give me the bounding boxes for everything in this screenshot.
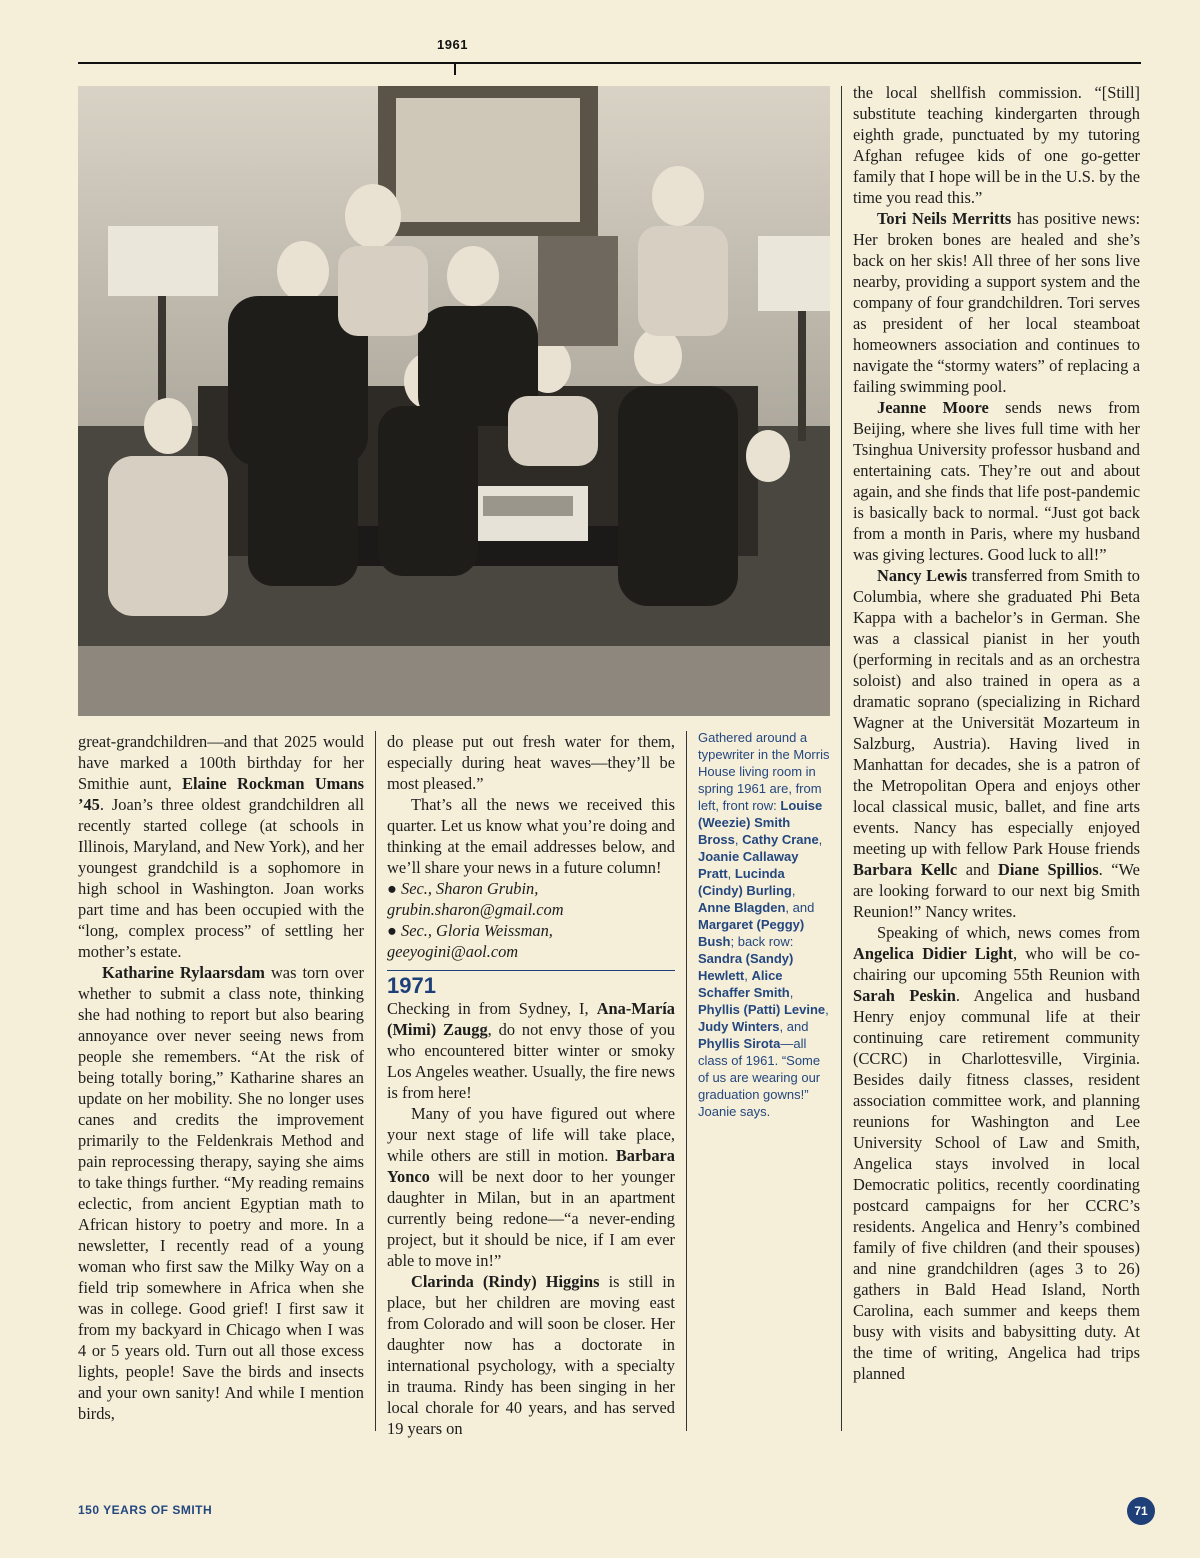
group-photo — [78, 86, 830, 716]
secretary-contact: ● Sec., Gloria Weissman, geeyogini@aol.com — [387, 921, 553, 961]
column-3 — [853, 82, 1140, 1384]
publication-name: 150 YEARS OF SMITH — [78, 1503, 213, 1517]
paragraph: the local shellfish commission. “[Still] substitute teaching kindergarten through eighth grade, punctuated by my tutoring Afghan refugee kids of one go-getter family that I hope will be in the U.S. by the time you read this.” — [853, 83, 1140, 207]
column-divider — [841, 86, 842, 1431]
paragraph: great-grandchildren—and that 2025 would have marked a 100th birthday for her Smithie aunt, Elaine Rockman Umans ’45. Joan’s three oldest grandchildren all recently started college (at schools in Illinois, Maryland, and New York), and her youngest grandchild is a sophomore in high school in Washington. Joan works part time and has been occupied with the “long, complex process” of settling her mother’s estate. — [78, 732, 364, 961]
column-divider — [375, 731, 376, 1431]
paragraph: Speaking of which, news comes from Angelica Didier Light, who will be co-chairing our upcoming 55th Reunion with Sarah Peskin. Angelica and husband Henry enjoy communal life at their continuing care retirement community (CCRC) in Charlottesville, Virginia. Besides daily fitness classes, resident association committee work, and planning reunions for Washington and Lee University School of Law and Smith, Angelica stays involved in local Democratic politics, recently coordinating postcard campaigns for her CCRC’s residents. Angelica and Henry’s combined family of five children (and their spouses) and nine grandchildren (ages 3 to 26) gathers in Bald Head Island, North Carolina, each summer and keeps them busy with visits and babysitting duty. At the time of writing, Angelica had trips planned — [853, 923, 1140, 1383]
paragraph: Katharine Rylaarsdam was torn over whether to submit a class note, thinking she had nothing to report but also bearing annoyance over never seeing news from people she remembers. “At the risk of being totally boring,” Katharine shares an update on her mobility. She no longer uses canes and credits the improvement primarily to the Feldenkrais Method and pain reprocessing therapy, saying she aims to take things further. “My reading remains eclectic, from ancient Egyptian math to African history to poetry and more. In a newsletter, I recently read of a young woman who first saw the Milky Way on a field trip somewhere in Africa when she was in college. Good grief! I first saw it from my backyard in Chicago when I was 4 or 5 years old. Turn out all those excess lights, people! Save the birds and insects and your own sanity! And while I mention birds, — [78, 963, 364, 1423]
column-1 — [78, 731, 364, 1424]
paragraph: That’s all the news we received this quarter. Let us know what you’re doing and thinking at the email addresses below, and we’ll share your news in a future column! — [387, 795, 675, 877]
column-divider — [686, 731, 687, 1431]
timeline-tick — [454, 62, 456, 75]
photo-caption: Gathered around a typewriter in the Morris House living room in spring 1961 are, from left, front row: Louise (Weezie) Smith Bross, Cathy Crane, Joanie Callaway Pratt, Lucinda (Cindy) Burling, Anne Blagden, and Margaret (Peggy) Bush; back row: Sandra (Sandy) Hewlett, Alice Schaffer Smith, Phyllis (Patti) Levine, Judy Winters, and Phyllis Sirota—all class of 1961. “Some of us are wearing our graduation gowns!” Joanie says. — [698, 730, 830, 1119]
class-year-heading: 1971 — [387, 973, 436, 998]
section-divider — [387, 970, 675, 971]
year-label: 1961 — [437, 37, 468, 52]
column-2 — [387, 731, 675, 1439]
page-number: 71 — [1127, 1497, 1155, 1525]
paragraph: Nancy Lewis transferred from Smith to Columbia, where she graduated Phi Beta Kappa with a bachelor’s in German. She was a classical pianist in her youth (performing in recitals and as an orchestra soloist) and also trained in opera as a dramatic soprano (specializing in Richard Wagner at the Universität Mozarteum in Salzburg, Austria). Having lived in Manhattan for decades, she is a patron of the Metropolitan Opera and enjoys other local classical music, ballet, and fine arts events. Nancy has especially enjoyed meeting up with fellow Park House friends Barbara Kellc and Diane Spillios. “We are looking forward to our next big Smith Reunion!” Nancy writes. — [853, 566, 1140, 921]
paragraph: Clarinda (Rindy) Higgins is still in place, but her children are moving east from Colorado and will soon be closer. Her daughter now has a doctorate in international psychology, with a specialty in trauma. Rindy has been singing in her local chorale for 40 years, and has served 19 years on — [387, 1272, 675, 1438]
paragraph: Jeanne Moore sends news from Beijing, where she lives full time with her Tsinghua University professor husband and entertaining cats. They’re out and about again, and she finds that life post-pandemic is basically back to normal. “Just got back from a month in Paris, where my husband was giving lectures. Good luck to all!” — [853, 398, 1141, 564]
paragraph: Checking in from Sydney, I, Ana-María (Mimi) Zaugg, do not envy those of you who encountered bitter winter or smoky Los Angeles weather. Usually, the fire news is from here! — [387, 999, 675, 1102]
paragraph: Many of you have figured out where your next stage of life will take place, while others are still in motion. Barbara Yonco will be next door to her younger daughter in Milan, but in an apartment currently being redone—“a never-ending project, but it should be nice, if I am ever able to move in!” — [387, 1104, 675, 1270]
timeline-rule — [78, 62, 1141, 64]
group-photo-illustration — [78, 86, 830, 716]
secretary-contact: ● Sec., Sharon Grubin, grubin.sharon@gmail.com — [387, 879, 564, 919]
paragraph: do please put out fresh water for them, especially during heat waves—they’ll be most pleased.” — [387, 732, 675, 793]
paragraph: Tori Neils Merritts has positive news: Her broken bones are healed and she’s back on her skis! All three of her sons live nearby, providing a support system and the company of four grandchildren. Tori serves as president of her local steamboat homeowners association and continues to navigate the “stormy waters” of replacing a failing swimming pool. — [853, 209, 1140, 396]
